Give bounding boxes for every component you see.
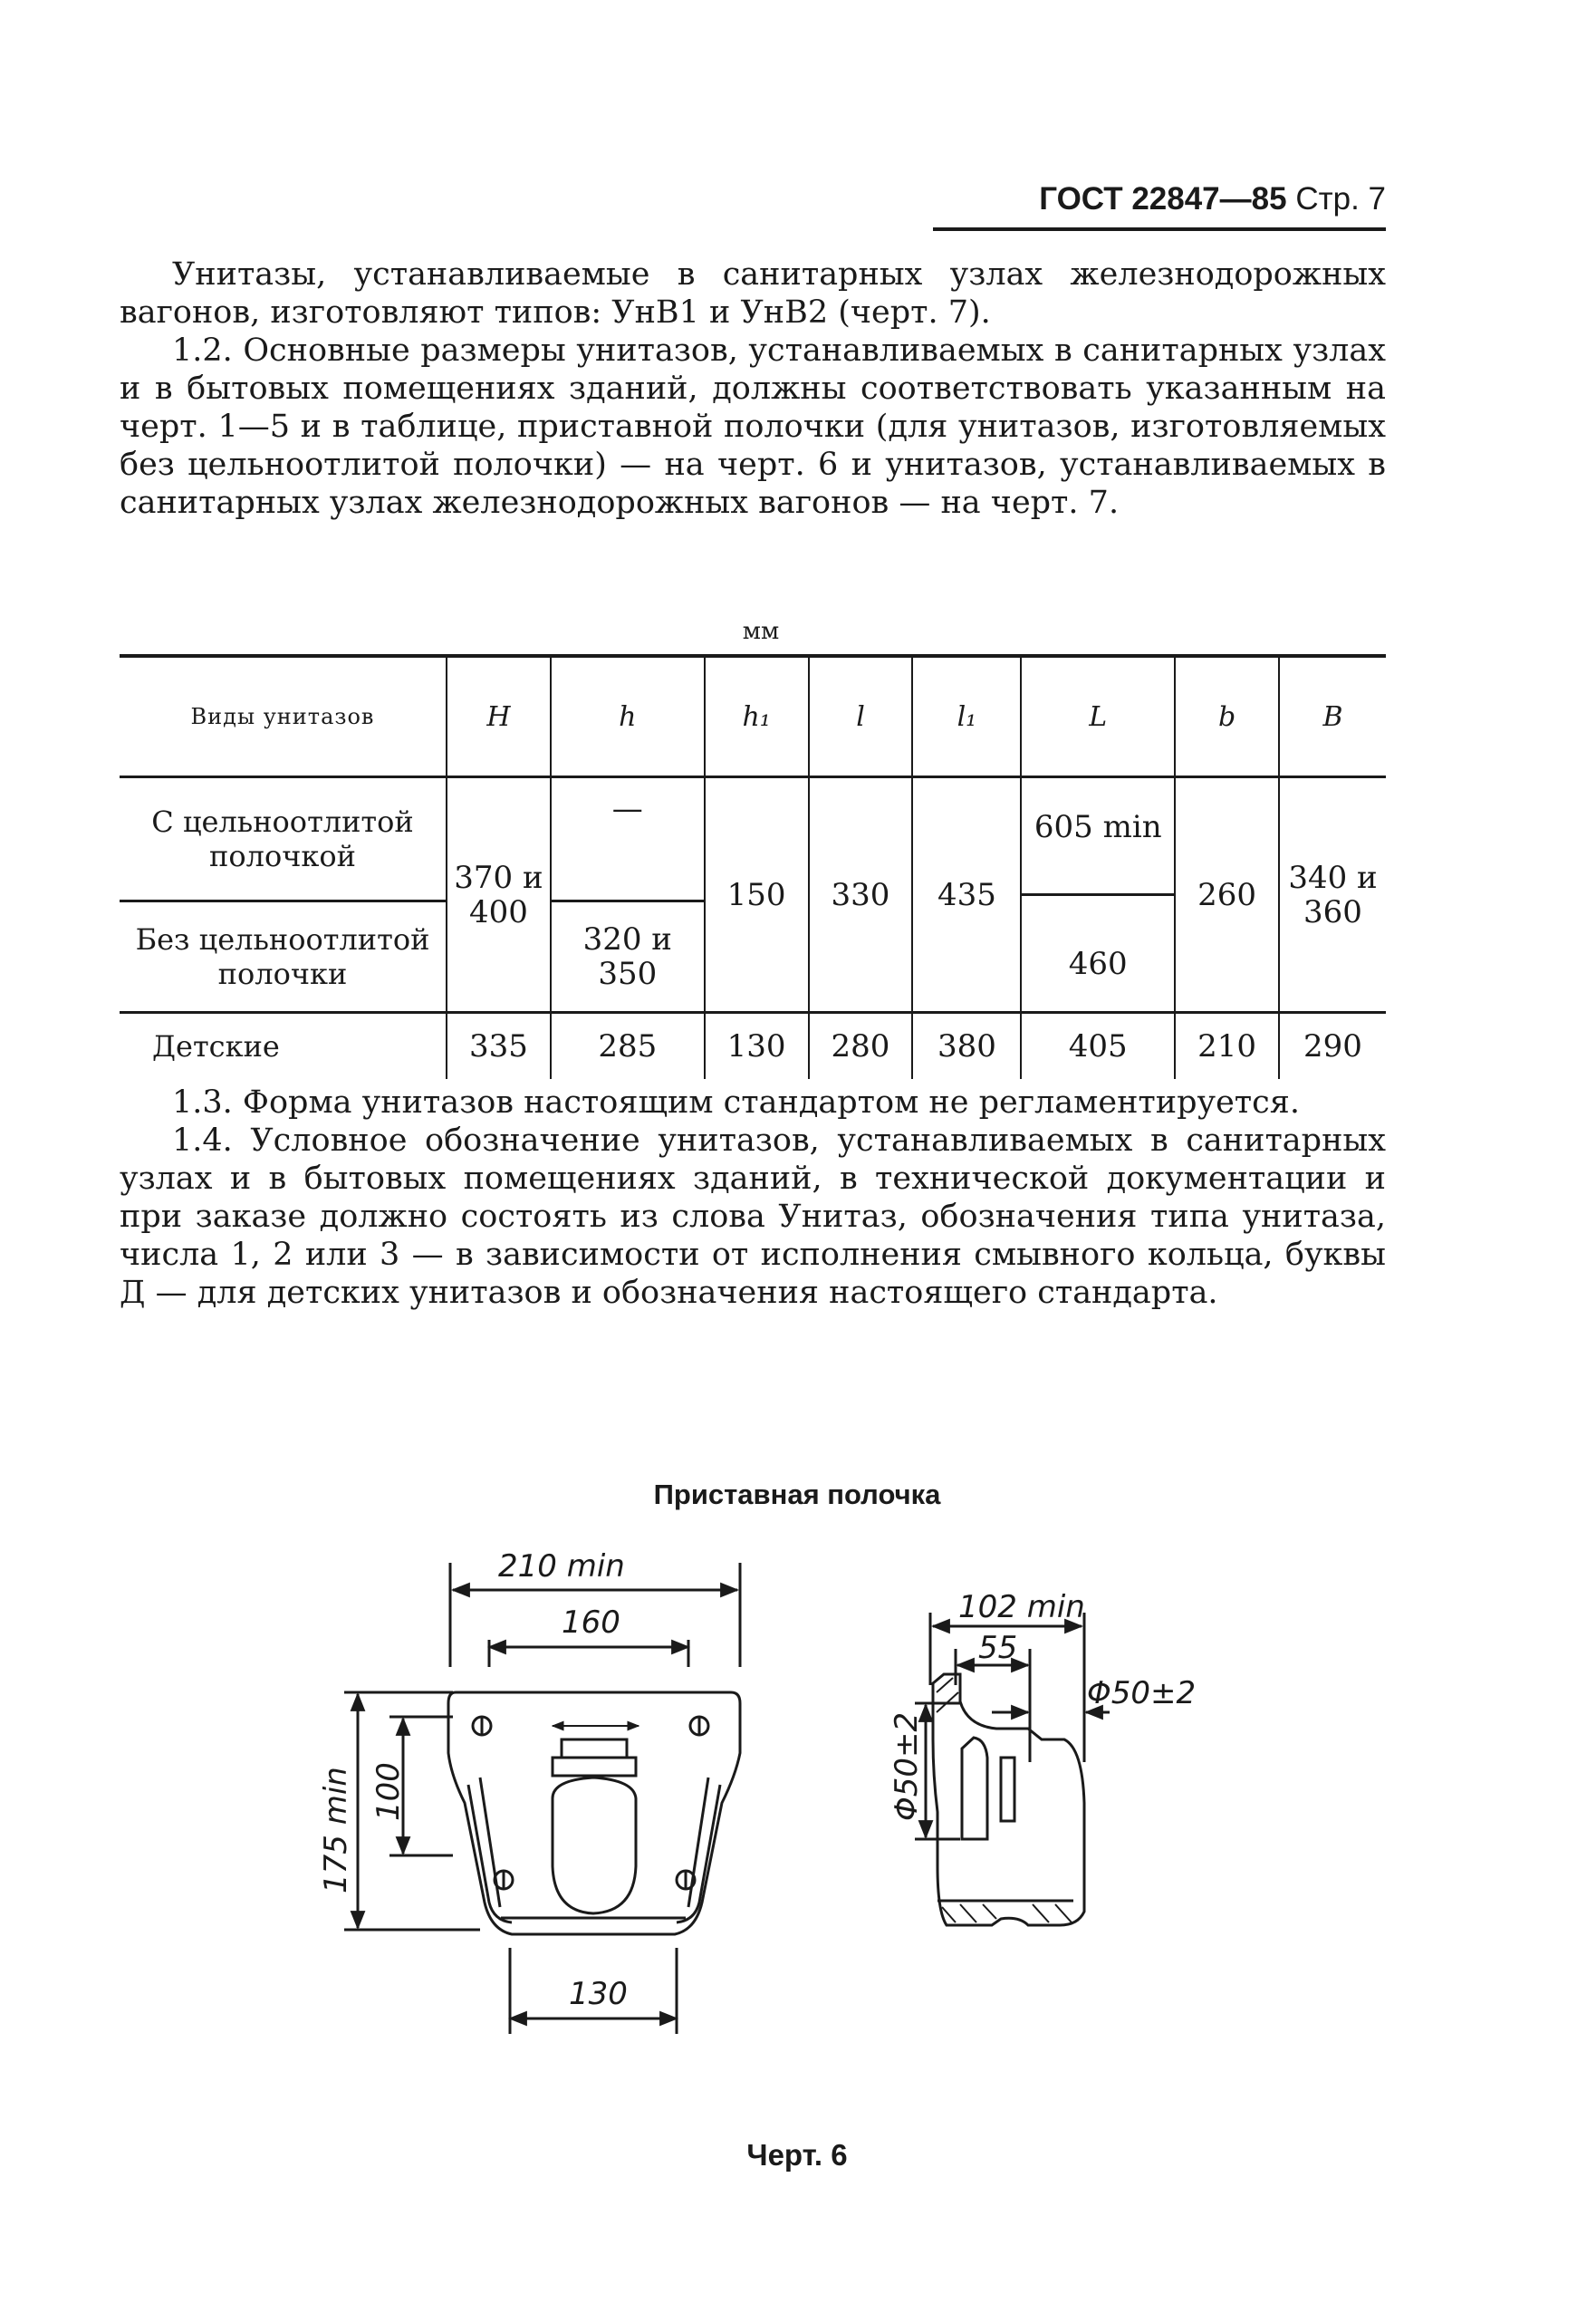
section-hole [962,1738,987,1839]
paragraph-wagon-types: Унитазы, устанавливаемые в санитарных узлах железнодорожных вагонов, изготовляют типов: УнВ1 и УнВ2 (черт. 7). [120,256,1386,331]
cell-l: 330 [809,777,913,1013]
figure-title: Приставная полочка [653,1479,941,1510]
col-B: B [1279,656,1386,777]
cell-B: 340 и 360 [1279,777,1386,1013]
kind-without-shelf: Без цельноотлитой полочки [135,922,430,991]
col-H: H [447,656,551,777]
col-L: L [1021,656,1175,777]
cell-H-children: 335 [447,1013,551,1080]
cell-B-children: 290 [1279,1013,1386,1080]
dim-inner-height: 100 [370,1762,407,1821]
cell-L-children: 405 [1021,1013,1175,1080]
dim-hole-diam-v: Φ50±2 [889,1711,925,1821]
cell-b-children: 210 [1175,1013,1279,1080]
cell-h1: 150 [705,777,809,1013]
cell-l1: 435 [912,777,1021,1013]
cell-h1-children: 130 [705,1013,809,1080]
shelf-recess [553,1778,636,1913]
paragraph-1-3: 1.3. Форма унитазов настоящим стандартом не регламентируется. [172,1084,1300,1121]
col-h1: h₁ [705,656,809,777]
dim-height-min: 175 min [318,1767,354,1893]
dim-width-min: 210 min [498,1548,625,1585]
page-number: Стр. 7 [1295,181,1386,217]
dim-depth-min: 102 min [958,1589,1085,1625]
col-b: b [1175,656,1279,777]
cell-h-children: 285 [551,1013,705,1080]
cell-L-with-shelf: 605 min [1022,786,1174,896]
dim-hole-diam-h: Φ50±2 [1087,1675,1197,1711]
cell-H: 370 и 400 [447,777,551,1013]
col-l1: l₁ [912,656,1021,777]
shelf-outline [448,1692,740,1934]
cell-l-children: 280 [809,1013,913,1080]
col-h: h [551,656,705,777]
dim-bottom-width: 130 [569,1976,628,2012]
col-kind: Виды унитазов [120,656,447,777]
cell-h-without-shelf: 320 и 350 [551,901,705,1013]
kind-with-shelf: С цельноотлитой полочкой [120,777,447,901]
cell-l1-children: 380 [912,1013,1021,1080]
cell-L-without-shelf: 460 [1068,946,1128,982]
figure-caption: Черт. 6 [746,2138,848,2172]
dim-offset: 55 [978,1630,1018,1666]
kind-children: Детские [120,1013,447,1080]
table-unit: мм [742,618,780,645]
paragraph-1-2: 1.2. Основные размеры унитазов, устанавливаемых в санитарных узлах и в бытовых помещениях зданий, должны соответствовать указанным на черт. 1—5 и в таблице, приставной полочки (для унитазов, изготовляемых без цельноотлитой полочки) — на черт. 6 и унитазов, устанавливаемых в санитарных узлах железнодорожных вагонов — на черт. 7. [120,332,1386,521]
paragraph-1-4: 1.4. Условное обозначение унитазов, устанавливаемых в санитарных узлах и в бытовых помещениях зданий, в технической документации и при заказе должно состоять из слова Унитаз, обозначения типа унитаза, числа 1, 2 или 3 — в зависимости от исполнения смывного кольца, буквы Д — для детских унитазов и обозначения настоящего стандарта. [120,1122,1386,1311]
cell-h-with-shelf: — [551,777,705,901]
col-l: l [809,656,913,777]
standard-number: ГОСТ 22847—85 [1039,181,1287,217]
cell-b: 260 [1175,777,1279,1013]
dim-hole-spacing: 160 [562,1604,620,1641]
